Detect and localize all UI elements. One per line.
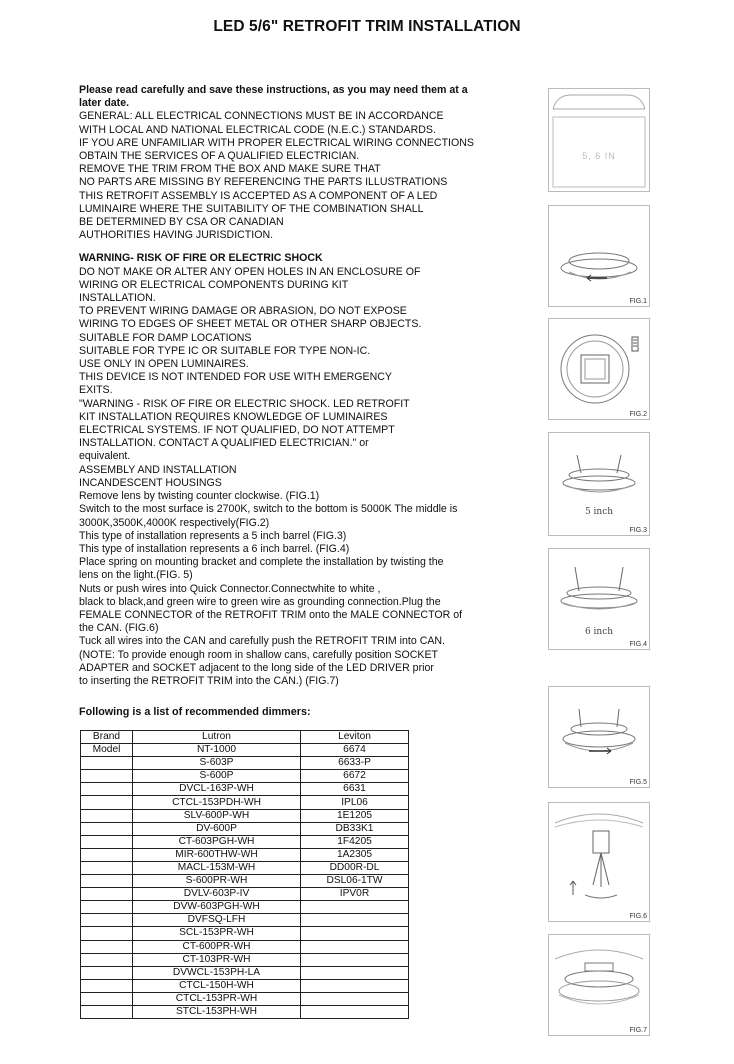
table-cell (301, 927, 409, 940)
table-cell: S-600PR-WH (133, 875, 301, 888)
wire-connection-illustration (549, 803, 649, 921)
table-cell: Model (81, 744, 133, 757)
general-line: NO PARTS ARE MISSING BY REFERENCING THE PARTS ILLUSTRATIONS (79, 176, 448, 189)
figure-5 (548, 686, 650, 788)
table-row (81, 835, 409, 848)
table-cell (81, 757, 133, 770)
dimmers-heading: Following is a list of recommended dimmers: (79, 706, 311, 718)
table-cell: DVFSQ-LFH (133, 914, 301, 927)
fig4-caption: 6 inch (584, 627, 614, 637)
table-cell (81, 875, 133, 888)
figure-6 (548, 802, 650, 922)
table-cell: DVCL-163P-WH (133, 783, 301, 796)
table-cell (81, 914, 133, 927)
figure-2 (548, 318, 650, 420)
warning-line: INSTALLATION. CONTACT A QUALIFIED ELECTRICIAN." or (79, 437, 369, 450)
page-title: LED 5/6" RETROFIT TRIM INSTALLATION (213, 18, 521, 35)
table-row (81, 861, 409, 874)
intro-line: later date. (79, 97, 130, 110)
table-row (81, 992, 409, 1005)
fig7-label: FIG.7 (629, 1027, 647, 1034)
general-line: AUTHORITIES HAVING JURISDICTION. (79, 229, 274, 242)
table-row (81, 901, 409, 914)
table-cell (81, 888, 133, 901)
table-cell: DVWCL-153PH-LA (133, 966, 301, 979)
warning-line: KIT INSTALLATION REQUIRES KNOWLEDGE OF LUMINAIRES (79, 410, 388, 423)
table-cell (81, 848, 133, 861)
table-cell (81, 927, 133, 940)
table-row (81, 966, 409, 979)
table-header-row (81, 731, 409, 744)
table-header-cell: Brand (81, 731, 133, 744)
table-cell: 6633-P (301, 757, 409, 770)
product-box-illustration (549, 89, 649, 191)
table-cell (81, 940, 133, 953)
table-row (81, 822, 409, 835)
table-cell (81, 1005, 133, 1018)
dimmers-table (80, 730, 409, 1019)
figure-7 (548, 934, 650, 1036)
figure-4 (548, 548, 650, 650)
table-cell: S-603P (133, 757, 301, 770)
warning-line: TO PREVENT WIRING DAMAGE OR ABRASION, DO NOT EXPOSE (79, 305, 407, 318)
warning-line: FEMALE CONNECTOR of the RETROFIT TRIM onto the MALE CONNECTOR of (79, 608, 463, 621)
table-row (81, 914, 409, 927)
warning-line: lens on the light.(FIG. 5) (79, 569, 193, 582)
table-cell (81, 901, 133, 914)
table-cell (81, 770, 133, 783)
table-row (81, 927, 409, 940)
table-cell (301, 940, 409, 953)
table-cell (81, 979, 133, 992)
warning-line: WIRING OR ELECTRICAL COMPONENTS DURING KIT (79, 278, 349, 291)
general-line: WITH LOCAL AND NATIONAL ELECTRICAL CODE (N.E.C.) STANDARDS. (79, 123, 436, 136)
general-line: REMOVE THE TRIM FROM THE BOX AND MAKE SURE THAT (79, 163, 381, 176)
table-cell: STCL-153PH-WH (133, 1005, 301, 1018)
warning-line: Switch to the most surface is 2700K, switch to the bottom is 5000K The middle is (79, 503, 458, 516)
table-cell (301, 953, 409, 966)
table-row (81, 953, 409, 966)
fig4-label: FIG.4 (629, 641, 647, 648)
table-cell (301, 966, 409, 979)
instructions-column (79, 84, 489, 688)
table-cell: DVLV-603P-IV (133, 888, 301, 901)
warning-line: WIRING TO EDGES OF SHEET METAL OR OTHER SHARP OBJECTS. (79, 318, 422, 331)
warning-line: USE ONLY IN OPEN LUMINAIRES. (79, 358, 249, 371)
table-cell: 6631 (301, 783, 409, 796)
warning-line: EXITS. (79, 384, 113, 397)
warning-line: ASSEMBLY AND INSTALLATION (79, 463, 237, 476)
table-cell (81, 992, 133, 1005)
table-cell (81, 783, 133, 796)
warning-line: INSTALLATION. (79, 292, 156, 305)
table-cell: CT-603PGH-WH (133, 835, 301, 848)
lens-removal-illustration (549, 206, 649, 306)
warning-line: ELECTRICAL SYSTEMS. IF NOT QUALIFIED, DO NOT ATTEMPT (79, 424, 395, 437)
table-header-cell: Lutron (133, 731, 301, 744)
table-cell: CTCL-153PR-WH (133, 992, 301, 1005)
intro-text (79, 84, 489, 110)
table-cell: DV-600P (133, 822, 301, 835)
warning-line: the CAN. (FIG.6) (79, 622, 159, 635)
table-cell (301, 979, 409, 992)
table-cell (81, 835, 133, 848)
table-cell: DD00R-DL (301, 861, 409, 874)
warning-line: equivalent. (79, 450, 131, 463)
warning-line: black to black,and green wire to green wire as grounding connection.Plug the (79, 595, 441, 608)
table-cell: CTCL-150H-WH (133, 979, 301, 992)
warning-line: DO NOT MAKE OR ALTER ANY OPEN HOLES IN AN ENCLOSURE OF (79, 265, 421, 278)
table-row (81, 783, 409, 796)
table-cell: MACL-153M-WH (133, 861, 301, 874)
warning-line: INCANDESCENT HOUSINGS (79, 476, 222, 489)
warning-line: (NOTE: To provide enough room in shallow cans, carefully position SOCKET (79, 648, 438, 661)
table-cell (81, 966, 133, 979)
intro-line: Please read carefully and save these instructions, as you may need them at a (79, 84, 468, 96)
table-row (81, 1005, 409, 1018)
table-header-cell: Leviton (301, 731, 409, 744)
table-cell (81, 809, 133, 822)
warning-line: Place spring on mounting bracket and complete the installation by twisting the (79, 556, 444, 569)
cct-switch-illustration (549, 319, 649, 419)
table-row (81, 809, 409, 822)
warning-line: ADAPTER and SOCKET adjacent to the long side of the LED DRIVER prior (79, 661, 434, 674)
table-cell: IPL06 (301, 796, 409, 809)
fig5-label: FIG.5 (629, 779, 647, 786)
warning-line: "WARNING - RISK OF FIRE OR ELECTRIC SHOCK. LED RETROFIT (79, 397, 410, 410)
table-cell: S-600P (133, 770, 301, 783)
table-cell (81, 822, 133, 835)
table-cell: DB33K1 (301, 822, 409, 835)
table-cell: DSL06-1TW (301, 875, 409, 888)
warning-line: SUITABLE FOR TYPE IC OR SUITABLE FOR TYPE NON-IC. (79, 344, 371, 357)
general-line: OBTAIN THE SERVICES OF A QUALIFIED ELECTRICIAN. (79, 150, 360, 163)
table-cell: 6674 (301, 744, 409, 757)
warning-line: This type of installation represents a 5 inch barrel (FIG.3) (79, 529, 347, 542)
warning-line: 3000K,3500K,4000K respectively(FIG.2) (79, 516, 270, 529)
table-cell (81, 953, 133, 966)
figure-1 (548, 205, 650, 307)
table-cell (81, 796, 133, 809)
warning-line: Remove lens by twisting counter clockwise. (FIG.1) (79, 490, 320, 503)
table-cell: SCL-153PR-WH (133, 927, 301, 940)
table-row (81, 744, 409, 757)
fig6-label: FIG.6 (629, 913, 647, 920)
table-cell (301, 901, 409, 914)
table-cell: CTCL-153PDH-WH (133, 796, 301, 809)
trim-insertion-illustration (549, 935, 649, 1035)
box-label: 5, 6 IN (582, 151, 616, 161)
table-cell: 1A2305 (301, 848, 409, 861)
warning-line: Nuts or push wires into Quick Connector.Connectwhite to white , (79, 582, 381, 595)
general-line: THIS RETROFIT ASSEMBLY IS ACCEPTED AS A COMPONENT OF A LED (79, 189, 438, 202)
table-cell (301, 914, 409, 927)
warning-section (79, 252, 489, 688)
table-row (81, 888, 409, 901)
table-cell (301, 992, 409, 1005)
warning-line: to inserting the RETROFIT TRIM into the CAN.) (FIG.7) (79, 674, 339, 687)
figure-3 (548, 432, 650, 536)
spring-bracket-illustration (549, 687, 649, 787)
general-line: GENERAL: ALL ELECTRICAL CONNECTIONS MUST BE IN ACCORDANCE (79, 110, 444, 123)
warning-line: SUITABLE FOR DAMP LOCATIONS (79, 331, 252, 344)
table-cell: MIR-600THW-WH (133, 848, 301, 861)
five-inch-barrel-illustration (549, 433, 649, 535)
fig3-label: FIG.3 (629, 527, 647, 534)
table-cell: SLV-600P-WH (133, 809, 301, 822)
table-cell (81, 861, 133, 874)
table-row (81, 848, 409, 861)
table-cell: CT-600PR-WH (133, 940, 301, 953)
table-cell: CT-103PR-WH (133, 953, 301, 966)
fig3-caption: 5 inch (584, 507, 614, 517)
general-line: IF YOU ARE UNFAMILIAR WITH PROPER ELECTRICAL WIRING CONNECTIONS (79, 136, 474, 149)
warning-heading: WARNING- RISK OF FIRE OR ELECTRIC SHOCK (79, 252, 323, 265)
table-row (81, 796, 409, 809)
warning-line: THIS DEVICE IS NOT INTENDED FOR USE WITH EMERGENCY (79, 371, 392, 384)
fig2-label: FIG.2 (629, 411, 647, 418)
table-row (81, 979, 409, 992)
table-cell: NT-1000 (133, 744, 301, 757)
table-row (81, 757, 409, 770)
general-section (79, 110, 489, 242)
table-cell: DVW-603PGH-WH (133, 901, 301, 914)
warning-line: Tuck all wires into the CAN and carefully push the RETROFIT TRIM into CAN. (79, 635, 446, 648)
table-row (81, 875, 409, 888)
table-cell: IPV0R (301, 888, 409, 901)
figure-box (548, 88, 650, 192)
table-cell: 1F4205 (301, 835, 409, 848)
table-cell (301, 1005, 409, 1018)
general-line: BE DETERMINED BY CSA OR CANADIAN (79, 216, 284, 229)
table-cell: 6672 (301, 770, 409, 783)
table-row (81, 940, 409, 953)
warning-line: This type of installation represents a 6 inch barrel. (FIG.4) (79, 542, 350, 555)
general-line: LUMINAIRE WHERE THE SUITABILITY OF THE COMBINATION SHALL (79, 202, 424, 215)
table-row (81, 770, 409, 783)
fig1-label: FIG.1 (629, 298, 647, 305)
table-cell: 1E1205 (301, 809, 409, 822)
